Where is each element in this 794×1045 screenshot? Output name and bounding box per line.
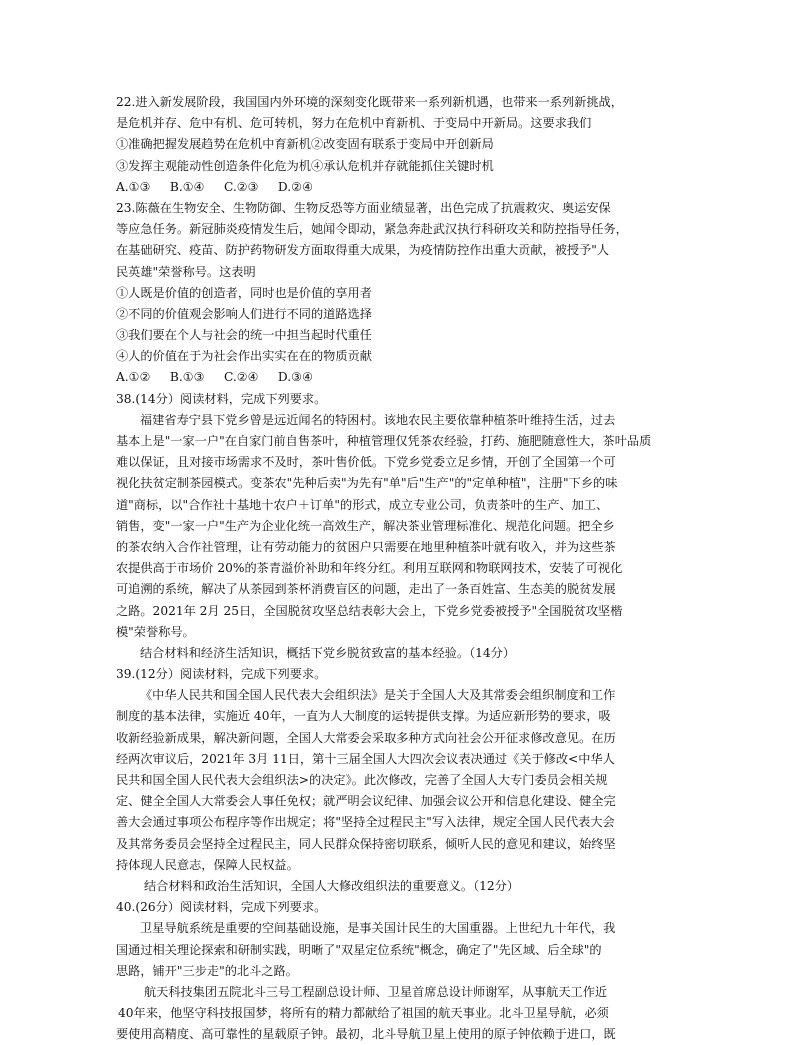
q38-material-line: 可追溯的系统，解决了从茶园到茶杯消费盲区的问题，走出了一条百姓富、生态美的脱贫发展 (116, 582, 616, 597)
q23-item: ①人既是价值的创造者，同时也是价值的享用者 (116, 285, 372, 300)
q23-stem-line: 23.陈薇在生物安全、生物防御、生物反恐等方面业绩显著，出色完成了抗震救灾、奥运安保 (116, 200, 611, 215)
q39-heading: 39.(12分）阅读材料，完成下列要求。 (116, 667, 327, 682)
q23-stem-line: 民英雄"荣誉称号。这表明 (116, 264, 256, 279)
q40-heading: 40.(26分）阅读材料，完成下列要求。 (116, 900, 327, 915)
q22-item: ③发挥主观能动性创造条件化危为机④承认危机并存就能抓住关键时机 (116, 158, 494, 173)
q39-task: 结合材料和政治生活知识，全国人大修改组织法的重要意义。（12分） (144, 878, 520, 893)
q38-material-line: 视化扶贫定制茶园模式。变茶农"先种后卖"为先有"单"后"生产"的"定单种植"，注册"下乡的味 (116, 476, 618, 491)
q23-item: ④人的价值在于为社会作出实实在在的物质贡献 (116, 349, 372, 364)
question-23 (116, 198, 688, 389)
q22-stem-line: 22.进入新发展阶段，我国国内外环境的深刻变化既带来一系列新机遇，也带来一系列新挑战， (116, 95, 623, 109)
q40-material-line: 国通过相关理论探索和研制实践，明晰了"双星定位系统"概念，确定了"先区域、后全球"的 (116, 942, 602, 957)
q40-material-line: 航天科技集团五院北斗三号工程副总设计师、卫星首席总设计师谢军，从事航天工作近 (144, 984, 608, 999)
q38-material-line: 模"荣誉称号。 (116, 624, 195, 639)
q38-material-line: 基本上是"一家一户"在自家门前自售茶叶，种植管理仅凭茶农经验，打药、施肥随意性大，茶叶品质 (116, 434, 652, 448)
q38-material-line: 之路。2021年 2月 25日，全国脱贫攻坚总结表彰大会上，下党乡党委被授予"全国脱贫攻坚楷 (116, 603, 623, 618)
q39-material-line: 及其常务委员会坚持全过程民主，同人民群众保持密切联系，倾听人民的意见和建议，始终坚 (116, 836, 616, 851)
q22-item: ①准确把握发展趋势在危机中育新机②改变固有联系于变局中开创新局 (116, 137, 494, 152)
q39-material-line: 定、健全全国人大常委会人事任免权；就严明会议纪律、加强会议公开和信息化建设、健全完 (116, 794, 616, 809)
question-39 (116, 664, 688, 897)
q38-material-line: 农提供高于市场价 20%的茶青溢价补助和年终分红。利用互联网和物联网技术，安装了可视化 (116, 561, 623, 576)
question-40 (116, 897, 688, 1045)
q40-material-line: 40年来，他坚守科技报国梦，将所有的精力都献给了祖国的航天事业。北斗卫星导航，必须 (118, 1006, 609, 1021)
q23-item: ③我们要在个人与社会的统一中担当起时代重任 (116, 328, 372, 343)
q38-heading: 38.(14分）阅读材料，完成下列要求。 (116, 391, 327, 406)
q38-material-line: 销售，变"一家一户"生产为企业化统一高效生产，解决茶业管理标准化、规范化问题。把全乡 (116, 518, 615, 533)
q39-material-line: 制度的基本法律，实施近 40年，一直为人大制度的运转提供支撑。为适应新形势的要求，吸 (116, 709, 611, 724)
q38-task: 结合材料和经济生活知识，概括下党乡脱贫致富的基本经验。（14分） (140, 645, 516, 660)
q40-material-line: 思路，铺开"三步走"的北斗之路。 (116, 963, 298, 978)
q22-stem-line: 是危机并存、危中有机、危可转机，努力在危机中育新机、于变局中开新局。这要求我们 (116, 116, 592, 131)
q23-stem-line: 等应急任务。新冠肺炎疫情发生后，她闻令即动，紧急奔赴武汉执行科研攻关和防控指导任务， (116, 222, 628, 237)
q23-stem-line: 在基础研究、疫苗、防护药物研发方面取得重大成果，为疫情防控作出重大贡献，被授予"人 (116, 243, 610, 258)
question-38 (116, 389, 688, 664)
q39-material-line: 民共和国全国人民代表大会组织法>的决定》。此次修改，完善了全国人大专门委员会相关规 (116, 773, 608, 787)
q39-material-line: 善大会通过事项公布程序等作出规定；将"坚持全过程民主"写入法律，规定全国人民代表大会 (116, 815, 615, 830)
q38-material-line: 的茶农纳入合作社管理，让有劳动能力的贫困户只需要在地里种植茶叶就有收入，并为这些茶 (116, 539, 616, 554)
q38-material-line: 难以保证，且对接市场需求不及时，茶叶售价低。下党乡党委立足乡情，开创了全国第一个可 (116, 455, 616, 470)
q38-material-line: 福建省寿宁县下党乡曾是远近闻名的特困村。该地农民主要依靠种植茶叶维持生活，过去 (140, 412, 616, 427)
q40-material-line: 要使用高精度、高可靠性的星载原子钟。最初，北斗导航卫星上使用的原子钟依赖于进口，既 (116, 1027, 616, 1042)
q39-material-line: 持体现人民意志，保障人民权益。 (116, 857, 299, 872)
q39-material-line: 收新经验新成果，解决新问题，全国人大常委会采取多种方式向社会公开征求修改意见。在历 (116, 730, 616, 745)
q40-material-line: 卫星导航系统是重要的空间基础设施，是事关国计民生的大国重器。上世纪九十年代，我 (140, 921, 616, 936)
q38-material-line: 道"商标，以"合作社十基地十农户＋订单"的形式，成立专业公司，负责茶叶的生产、加工、 (116, 497, 609, 512)
q22-options: A.①③ B.①④ C.②③ D.②④ (116, 179, 313, 194)
q23-item: ②不同的价值观会影响人们进行不同的道路选择 (116, 306, 372, 321)
q39-material-line: 经两次审议后，2021年 3月 11日，第十三届全国人大四次会议表决通过《关于修改<中华人 (116, 751, 615, 766)
question-22 (116, 92, 688, 198)
q23-options: A.①② B.①③ C.②④ D.③④ (116, 370, 313, 385)
q39-material-line: 《中华人民共和国全国人民代表大会组织法》是关于全国人大及其常委会组织制度和工作 (140, 688, 616, 703)
exam-page (116, 92, 688, 1045)
